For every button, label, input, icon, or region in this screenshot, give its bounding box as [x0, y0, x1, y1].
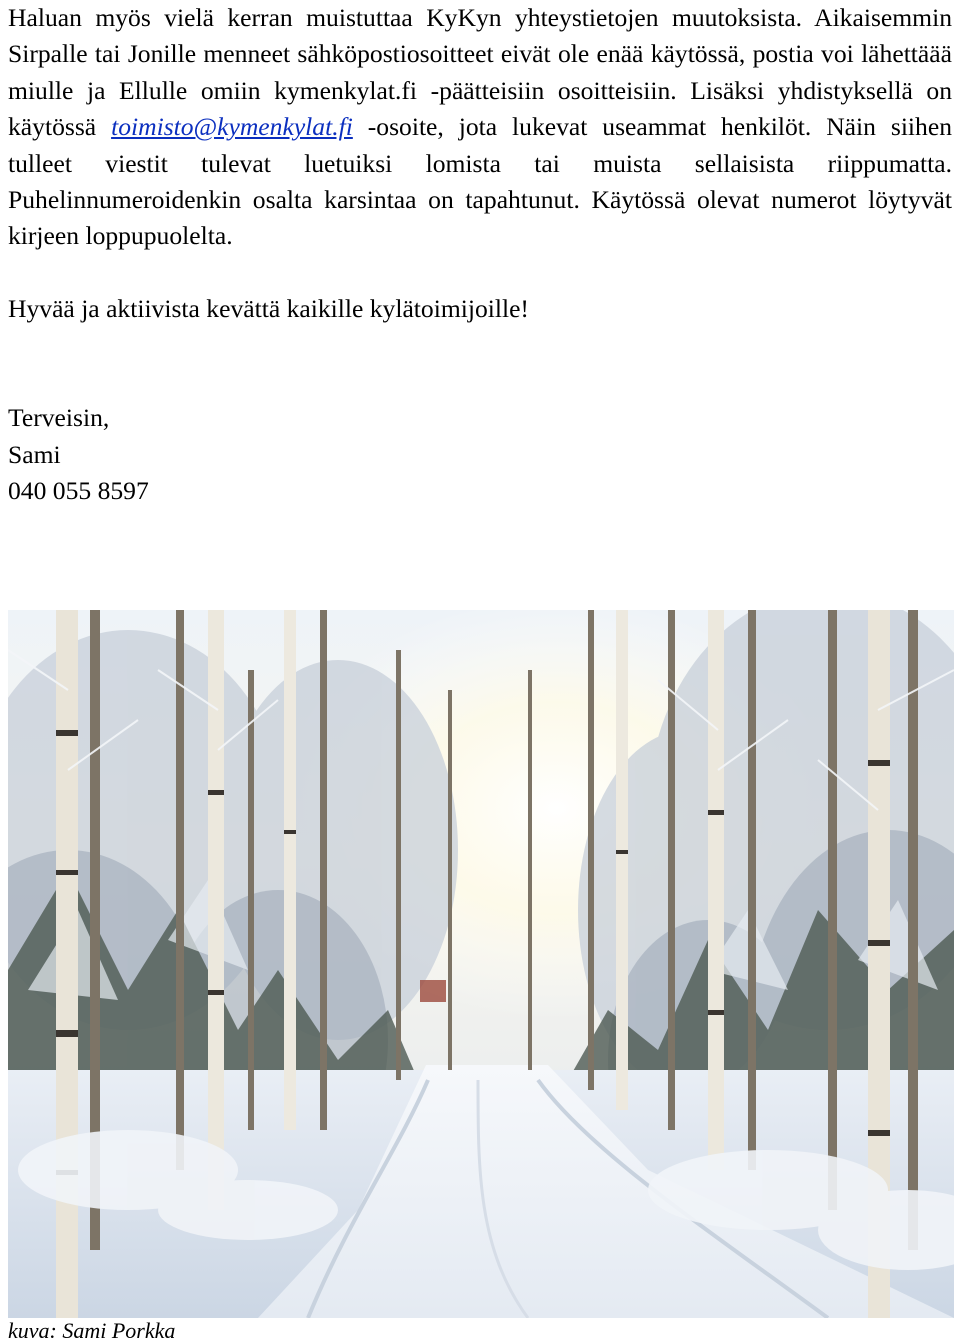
- spacer: [8, 328, 952, 401]
- contact-changes-paragraph: [8, 0, 952, 255]
- paragraph-text-end: -osoite, jota lukevat useammat henkilöt. Näin siihen tulleet viestit tulevat luetuiksi lomista tai muista sellaisista riippumatta. Puhelinnumeroidenkin osalta karsintaa on tapahtunut. Käytössä olevat numerot löytyvät kirjeen loppupuolelta.: [8, 112, 953, 251]
- spacer: [8, 255, 952, 291]
- signer-phone: 040 055 8597: [8, 476, 149, 506]
- signer-name: Sami: [8, 439, 61, 469]
- paragraph-text-start: Haluan myös vielä kerran muistuttaa KyKyn yhteystietojen muutoksista. Aikaisemmin Sirpalle tai Jonille menneet sähköpostiosoitteet eivät ole enää käytössä, postia voi lähettäää miulle ja Ellulle omiin kymenkylat.fi -päätteisiin osoitteisiin. Lisäksi yhdistyksellä on käytössä: [8, 3, 952, 142]
- photo-caption: kuva: Sami Porkka: [8, 1318, 176, 1343]
- spring-greeting: Hyvää ja aktiivista kevättä kaikille kylätoimijoille!: [8, 294, 529, 324]
- letter-body: [8, 0, 952, 510]
- office-email-link[interactable]: toimisto@kymenkylat.fi: [111, 112, 353, 142]
- closing-greeting: Terveisin,: [8, 403, 110, 433]
- winter-forest-road-photo: [8, 610, 954, 1318]
